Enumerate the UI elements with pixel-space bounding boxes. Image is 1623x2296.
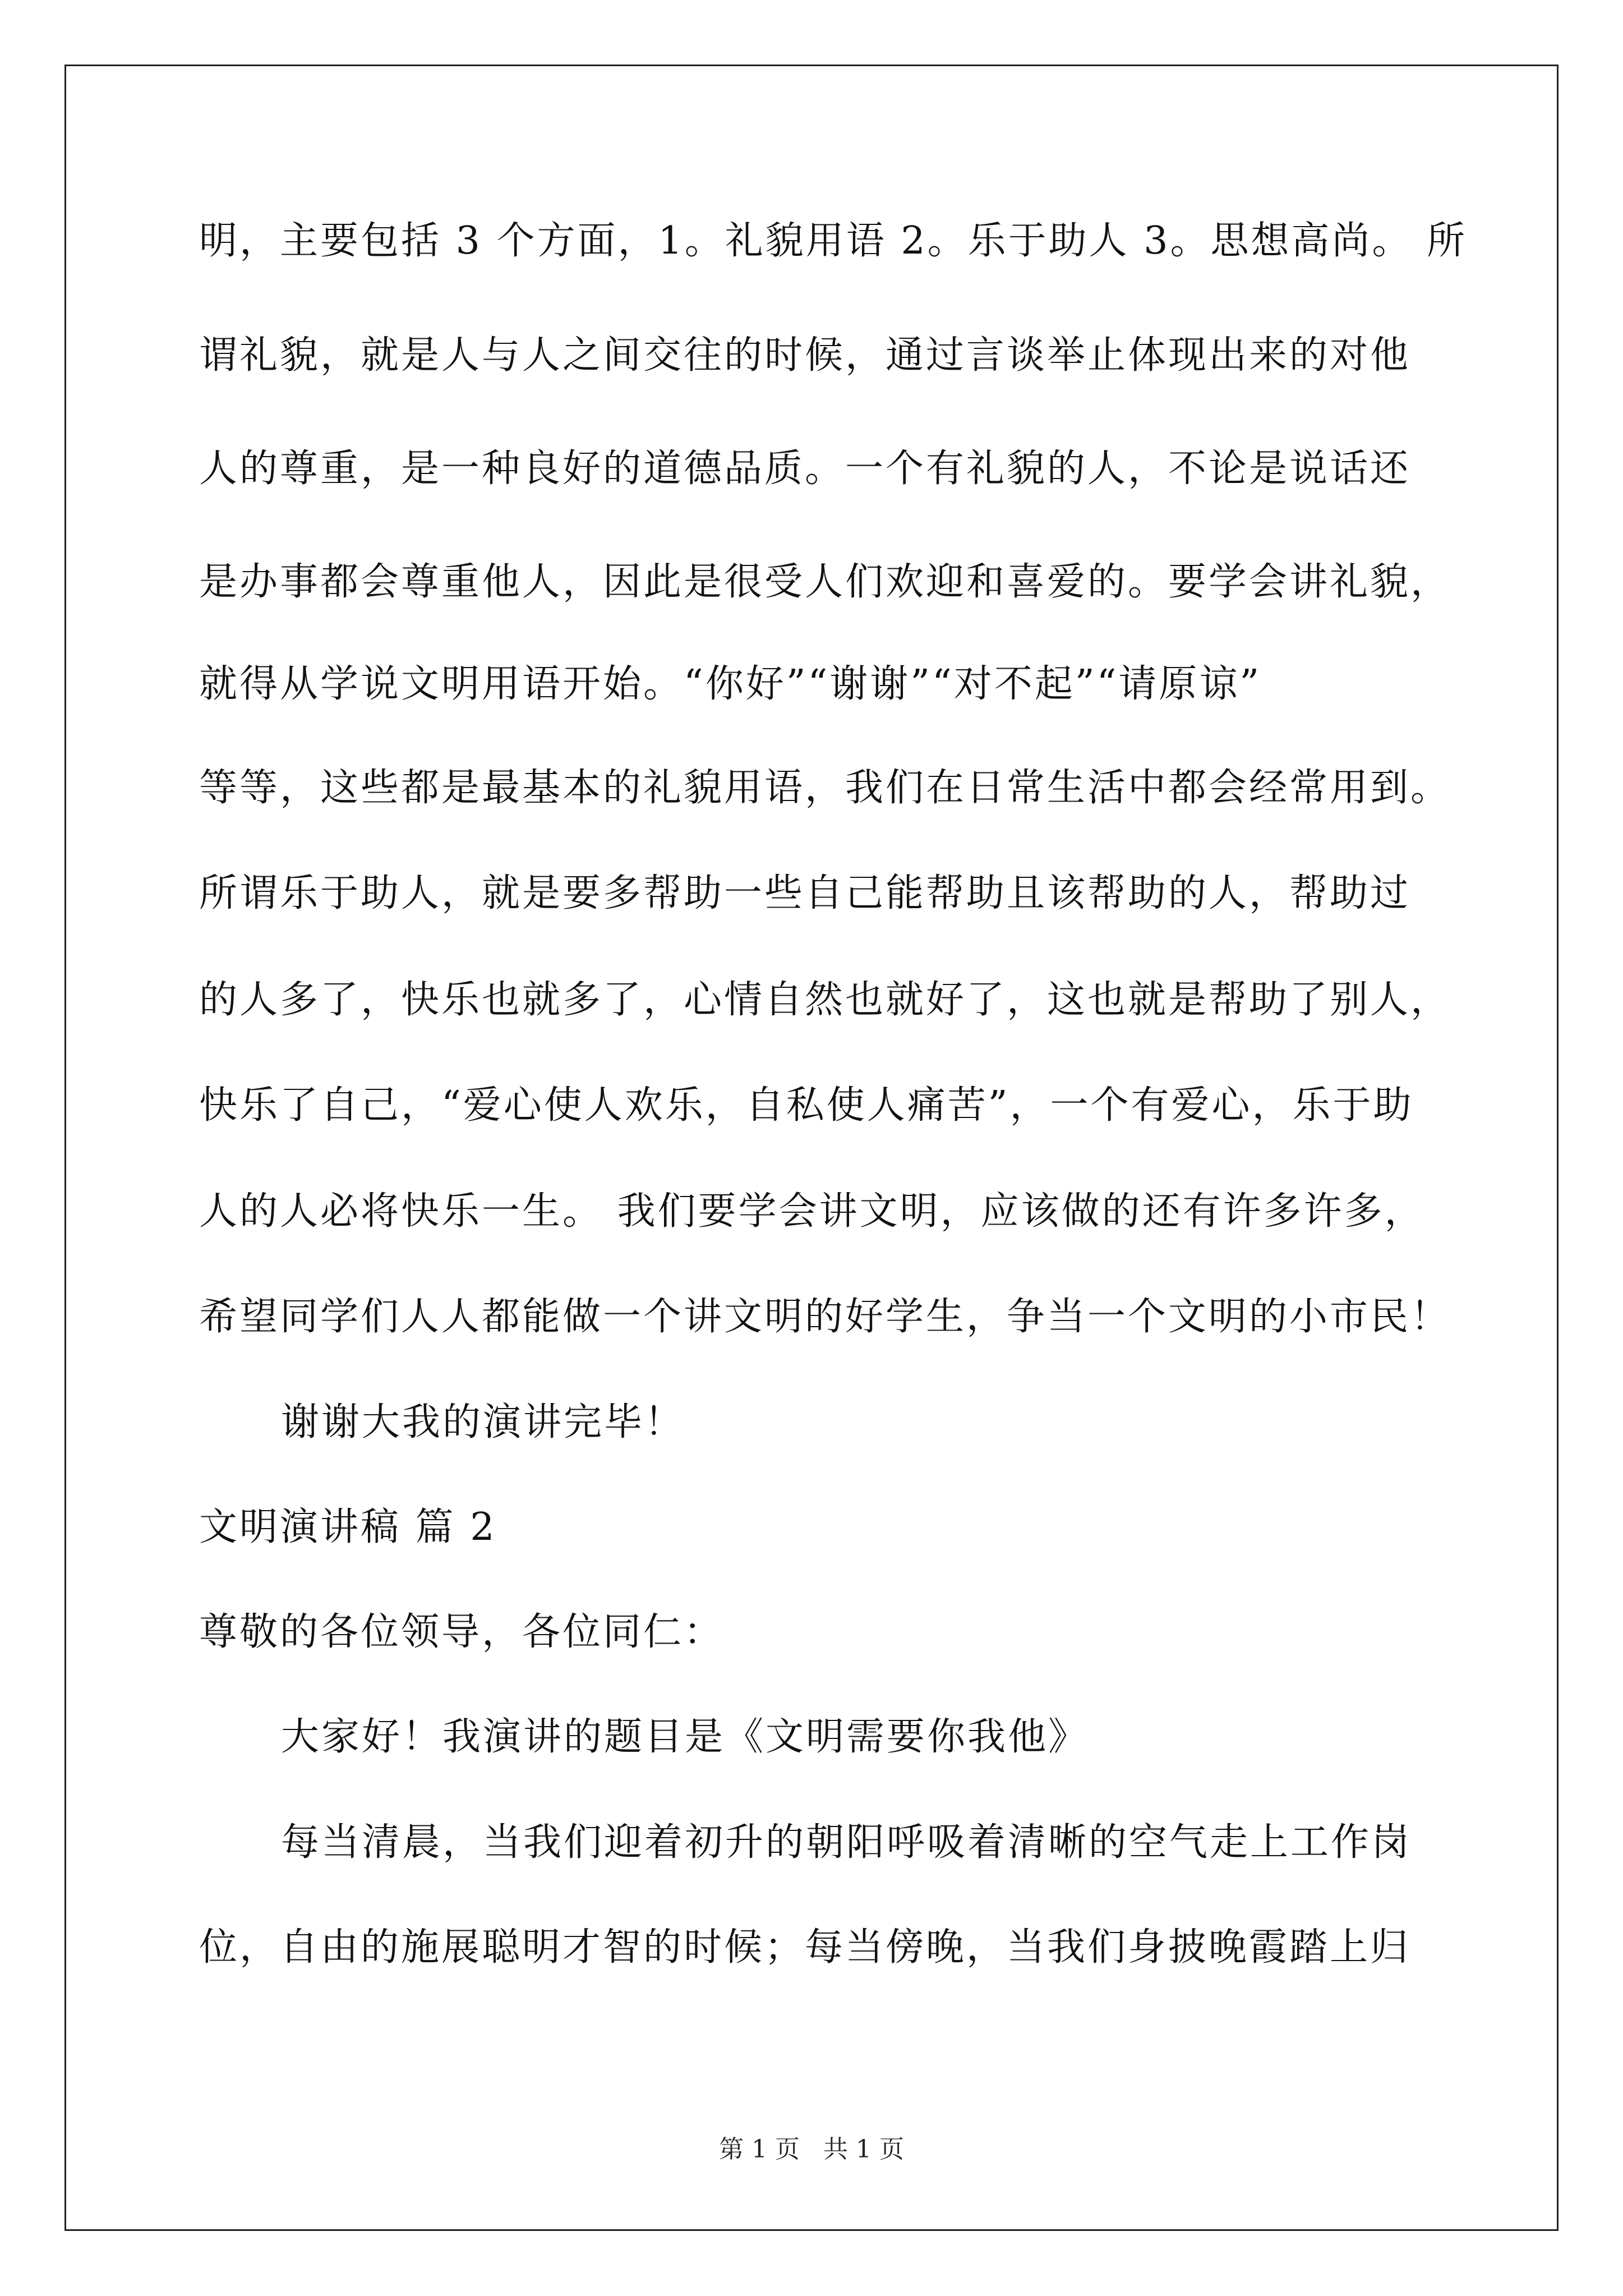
section-heading: 文明演讲稿 篇 2 <box>199 1505 497 1549</box>
paragraph-line: 的人多了，快乐也就多了，心情自然也就好了，这也就是帮助了别人， <box>199 978 1451 1022</box>
paragraph-line: 所谓乐于助人，就是要多帮助一些自己能帮助且该帮助的人，帮助过 <box>199 871 1411 915</box>
paragraph-line: 就得从学说文明用语开始。“你好”“谢谢”“对不起”“请原谅” <box>199 662 1262 706</box>
paragraph-line: 人的人必将快乐一生。 我们要学会讲文明，应该做的还有许多许多， <box>199 1189 1425 1234</box>
closing-line: 谢谢大我的演讲完毕！ <box>281 1400 685 1444</box>
greeting-line: 大家好！我演讲的题目是《文明需要你我他》 <box>281 1715 1089 1759</box>
paragraph-line: 等等，这些都是最基本的礼貌用语，我们在日常生活中都会经常用到。 <box>199 766 1451 810</box>
paragraph-line: 每当清晨，当我们迎着初升的朝阳呼吸着清晰的空气走上工作岗 <box>281 1820 1412 1865</box>
paragraph-line: 是办事都会尊重他人，因此是很受人们欢迎和喜爱的。要学会讲礼貌， <box>199 560 1451 604</box>
paragraph-line: 谓礼貌，就是人与人之间交往的时候，通过言谈举止体现出来的对他 <box>199 333 1411 378</box>
paragraph-line: 明，主要包括 3 个方面，1。礼貌用语 2。乐于助人 3。思想高尚。 所 <box>199 219 1468 263</box>
salutation: 尊敬的各位领导，各位同仁： <box>199 1610 725 1654</box>
paragraph-line: 人的尊重，是一种良好的道德品质。一个有礼貌的人，不论是说话还 <box>199 447 1411 491</box>
paragraph-line: 快乐了自己，“爱心使人欢乐，自私使人痛苦”，一个有爱心，乐于助 <box>199 1083 1414 1128</box>
page-footer: 第 1 页 共 1 页 <box>719 2135 904 2164</box>
paragraph-line: 位，自由的施展聪明才智的时候；每当傍晚，当我们身披晚霞踏上归 <box>199 1925 1411 1970</box>
paragraph-line: 希望同学们人人都能做一个讲文明的好学生，争当一个文明的小市民！ <box>199 1295 1451 1339</box>
page-frame <box>64 65 1559 2231</box>
